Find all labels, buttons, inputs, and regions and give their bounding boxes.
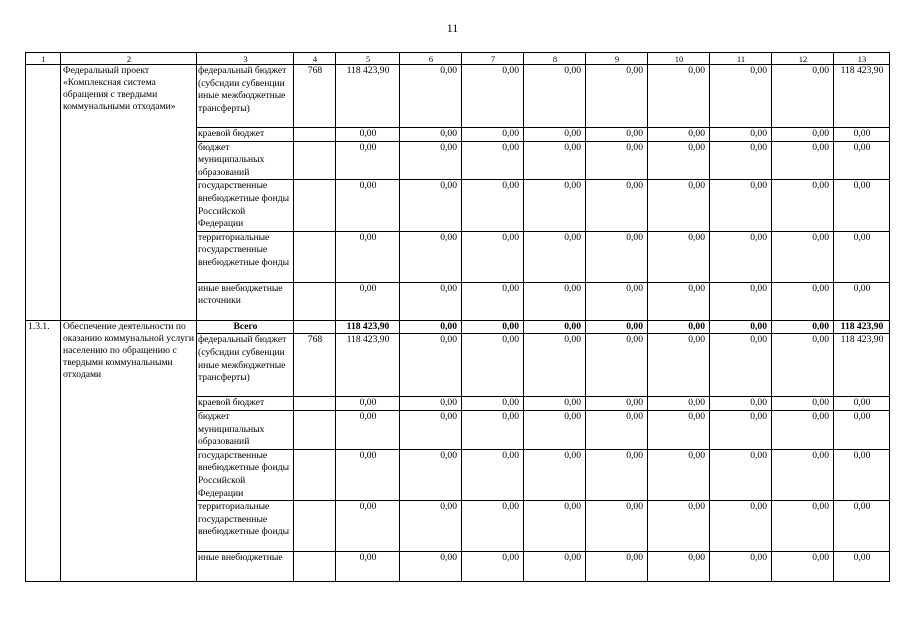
value-cell: 0,00 bbox=[336, 397, 400, 411]
value-cell: 0,00 bbox=[834, 410, 890, 449]
value-cell: 118 423,90 bbox=[336, 320, 400, 334]
value-cell: 0,00 bbox=[524, 410, 586, 449]
value-cell: 0,00 bbox=[834, 231, 890, 282]
value-cell: 0,00 bbox=[772, 334, 834, 397]
value-cell: 0,00 bbox=[586, 334, 648, 397]
value-cell: 0,00 bbox=[400, 65, 462, 128]
value-cell: 0,00 bbox=[524, 128, 586, 142]
value-cell: 0,00 bbox=[834, 449, 890, 500]
value-cell: 0,00 bbox=[710, 334, 772, 397]
column-header: 2 bbox=[61, 53, 197, 65]
value-cell: 0,00 bbox=[772, 552, 834, 582]
grbs-cell bbox=[294, 128, 336, 142]
funding-source: федеральный бюджет (субсидии субвенции иные межбюджетные трансферты) bbox=[197, 334, 294, 397]
value-cell: 0,00 bbox=[648, 180, 710, 231]
value-cell: 0,00 bbox=[586, 449, 648, 500]
value-cell: 0,00 bbox=[462, 397, 524, 411]
value-cell: 0,00 bbox=[710, 320, 772, 334]
value-cell: 0,00 bbox=[710, 65, 772, 128]
value-cell: 0,00 bbox=[710, 552, 772, 582]
value-cell: 0,00 bbox=[336, 180, 400, 231]
value-cell: 0,00 bbox=[586, 282, 648, 320]
grbs-cell: 768 bbox=[294, 334, 336, 397]
funding-source: территориальные государственные внебюджетные фонды bbox=[197, 501, 294, 552]
value-cell: 118 423,90 bbox=[336, 65, 400, 128]
value-cell: 0,00 bbox=[524, 180, 586, 231]
value-cell: 0,00 bbox=[710, 231, 772, 282]
funding-source: государственные внебюджетные фонды Российской Федерации bbox=[197, 180, 294, 231]
value-cell: 0,00 bbox=[710, 180, 772, 231]
value-cell: 0,00 bbox=[648, 334, 710, 397]
value-cell: 0,00 bbox=[772, 501, 834, 552]
value-cell: 0,00 bbox=[648, 397, 710, 411]
grbs-cell bbox=[294, 397, 336, 411]
table-body bbox=[26, 53, 890, 582]
value-cell: 0,00 bbox=[586, 141, 648, 180]
value-cell: 0,00 bbox=[336, 141, 400, 180]
value-cell: 0,00 bbox=[834, 128, 890, 142]
value-cell: 0,00 bbox=[710, 501, 772, 552]
row-code bbox=[26, 65, 61, 321]
grbs-cell bbox=[294, 501, 336, 552]
value-cell: 0,00 bbox=[400, 449, 462, 500]
column-header: 11 bbox=[710, 53, 772, 65]
value-cell: 0,00 bbox=[400, 128, 462, 142]
value-cell: 0,00 bbox=[524, 231, 586, 282]
value-cell: 0,00 bbox=[834, 282, 890, 320]
value-cell: 118 423,90 bbox=[336, 334, 400, 397]
value-cell: 0,00 bbox=[648, 552, 710, 582]
value-cell: 0,00 bbox=[524, 334, 586, 397]
value-cell: 0,00 bbox=[462, 552, 524, 582]
value-cell: 0,00 bbox=[462, 128, 524, 142]
value-cell: 0,00 bbox=[336, 231, 400, 282]
value-cell: 0,00 bbox=[648, 282, 710, 320]
funding-source: иные внебюджетные источники bbox=[197, 282, 294, 320]
value-cell: 0,00 bbox=[400, 410, 462, 449]
value-cell: 0,00 bbox=[648, 141, 710, 180]
value-cell: 0,00 bbox=[524, 397, 586, 411]
column-header: 1 bbox=[26, 53, 61, 65]
value-cell: 0,00 bbox=[710, 397, 772, 411]
value-cell: 118 423,90 bbox=[834, 65, 890, 128]
funding-source: бюджет муниципальных образований bbox=[197, 141, 294, 180]
value-cell: 0,00 bbox=[648, 320, 710, 334]
value-cell: 0,00 bbox=[524, 449, 586, 500]
grbs-cell bbox=[294, 231, 336, 282]
value-cell: 0,00 bbox=[648, 65, 710, 128]
value-cell: 0,00 bbox=[400, 180, 462, 231]
value-cell: 0,00 bbox=[772, 410, 834, 449]
value-cell: 0,00 bbox=[524, 282, 586, 320]
value-cell: 0,00 bbox=[400, 334, 462, 397]
value-cell: 0,00 bbox=[648, 449, 710, 500]
value-cell: 0,00 bbox=[524, 501, 586, 552]
value-cell: 0,00 bbox=[772, 65, 834, 128]
value-cell: 0,00 bbox=[462, 180, 524, 231]
grbs-cell bbox=[294, 141, 336, 180]
value-cell: 0,00 bbox=[648, 128, 710, 142]
value-cell: 0,00 bbox=[462, 282, 524, 320]
value-cell: 0,00 bbox=[772, 180, 834, 231]
funding-source: иные внебюджетные bbox=[197, 552, 294, 582]
table-row bbox=[26, 65, 890, 128]
value-cell: 0,00 bbox=[336, 128, 400, 142]
funding-source: территориальные государственные внебюджетные фонды bbox=[197, 231, 294, 282]
value-cell: 0,00 bbox=[586, 397, 648, 411]
value-cell: 0,00 bbox=[772, 141, 834, 180]
value-cell: 0,00 bbox=[462, 320, 524, 334]
value-cell: 0,00 bbox=[462, 334, 524, 397]
value-cell: 0,00 bbox=[462, 141, 524, 180]
column-header: 10 bbox=[648, 53, 710, 65]
column-header: 6 bbox=[400, 53, 462, 65]
total-row bbox=[26, 320, 890, 334]
column-header: 3 bbox=[197, 53, 294, 65]
value-cell: 118 423,90 bbox=[834, 320, 890, 334]
value-cell: 0,00 bbox=[772, 320, 834, 334]
value-cell: 0,00 bbox=[710, 410, 772, 449]
row-name: Федеральный проект «Комплексная система обращения с твердыми коммунальными отходами» bbox=[61, 65, 197, 321]
value-cell: 0,00 bbox=[834, 141, 890, 180]
value-cell: 0,00 bbox=[400, 282, 462, 320]
value-cell: 0,00 bbox=[400, 231, 462, 282]
value-cell: 0,00 bbox=[524, 65, 586, 128]
value-cell: 0,00 bbox=[648, 501, 710, 552]
value-cell: 0,00 bbox=[834, 397, 890, 411]
value-cell: 0,00 bbox=[462, 501, 524, 552]
value-cell: 0,00 bbox=[834, 552, 890, 582]
funding-source: государственные внебюджетные фонды Российской Федерации bbox=[197, 449, 294, 500]
value-cell: 0,00 bbox=[400, 141, 462, 180]
value-cell: 0,00 bbox=[586, 410, 648, 449]
value-cell: 0,00 bbox=[586, 65, 648, 128]
value-cell: 0,00 bbox=[586, 231, 648, 282]
row-name: Обеспечение деятельности по оказанию коммунальной услуги населению по обращению с твердыми коммунальными отходами bbox=[61, 320, 197, 581]
funding-source: краевой бюджет bbox=[197, 397, 294, 411]
budget-table bbox=[25, 52, 890, 582]
value-cell: 0,00 bbox=[772, 128, 834, 142]
value-cell: 0,00 bbox=[462, 231, 524, 282]
value-cell: 0,00 bbox=[524, 320, 586, 334]
value-cell: 0,00 bbox=[710, 282, 772, 320]
funding-source: федеральный бюджет (субсидии субвенции иные межбюджетные трансферты) bbox=[197, 65, 294, 128]
value-cell: 0,00 bbox=[648, 231, 710, 282]
value-cell: 0,00 bbox=[834, 180, 890, 231]
value-cell: 0,00 bbox=[586, 552, 648, 582]
value-cell: 0,00 bbox=[586, 128, 648, 142]
column-header: 8 bbox=[524, 53, 586, 65]
value-cell: 0,00 bbox=[648, 410, 710, 449]
value-cell: 0,00 bbox=[772, 397, 834, 411]
total-label: Всего bbox=[197, 320, 294, 334]
value-cell: 0,00 bbox=[586, 180, 648, 231]
grbs-cell bbox=[294, 282, 336, 320]
grbs-cell bbox=[294, 552, 336, 582]
value-cell: 0,00 bbox=[834, 501, 890, 552]
column-header: 5 bbox=[336, 53, 400, 65]
funding-source: бюджет муниципальных образований bbox=[197, 410, 294, 449]
value-cell: 118 423,90 bbox=[834, 334, 890, 397]
value-cell: 0,00 bbox=[400, 320, 462, 334]
value-cell: 0,00 bbox=[336, 449, 400, 500]
value-cell: 0,00 bbox=[772, 231, 834, 282]
value-cell: 0,00 bbox=[400, 501, 462, 552]
value-cell: 0,00 bbox=[462, 410, 524, 449]
value-cell: 0,00 bbox=[772, 282, 834, 320]
value-cell: 0,00 bbox=[462, 65, 524, 128]
value-cell: 0,00 bbox=[586, 501, 648, 552]
value-cell: 0,00 bbox=[400, 397, 462, 411]
funding-source: краевой бюджет bbox=[197, 128, 294, 142]
row-code: 1.3.1. bbox=[26, 320, 61, 581]
grbs-cell bbox=[294, 410, 336, 449]
value-cell: 0,00 bbox=[336, 501, 400, 552]
grbs-cell bbox=[294, 320, 336, 334]
value-cell: 0,00 bbox=[710, 141, 772, 180]
value-cell: 0,00 bbox=[462, 449, 524, 500]
value-cell: 0,00 bbox=[586, 320, 648, 334]
value-cell: 0,00 bbox=[710, 449, 772, 500]
column-header: 4 bbox=[294, 53, 336, 65]
value-cell: 0,00 bbox=[524, 141, 586, 180]
value-cell: 0,00 bbox=[400, 552, 462, 582]
column-header: 12 bbox=[772, 53, 834, 65]
value-cell: 0,00 bbox=[524, 552, 586, 582]
grbs-cell bbox=[294, 449, 336, 500]
column-header: 13 bbox=[834, 53, 890, 65]
value-cell: 0,00 bbox=[336, 410, 400, 449]
page-number: 11 bbox=[446, 21, 459, 35]
column-header: 7 bbox=[462, 53, 524, 65]
column-header: 9 bbox=[586, 53, 648, 65]
value-cell: 0,00 bbox=[336, 552, 400, 582]
grbs-cell bbox=[294, 180, 336, 231]
header-row bbox=[26, 53, 890, 65]
grbs-cell: 768 bbox=[294, 65, 336, 128]
value-cell: 0,00 bbox=[710, 128, 772, 142]
value-cell: 0,00 bbox=[336, 282, 400, 320]
value-cell: 0,00 bbox=[772, 449, 834, 500]
